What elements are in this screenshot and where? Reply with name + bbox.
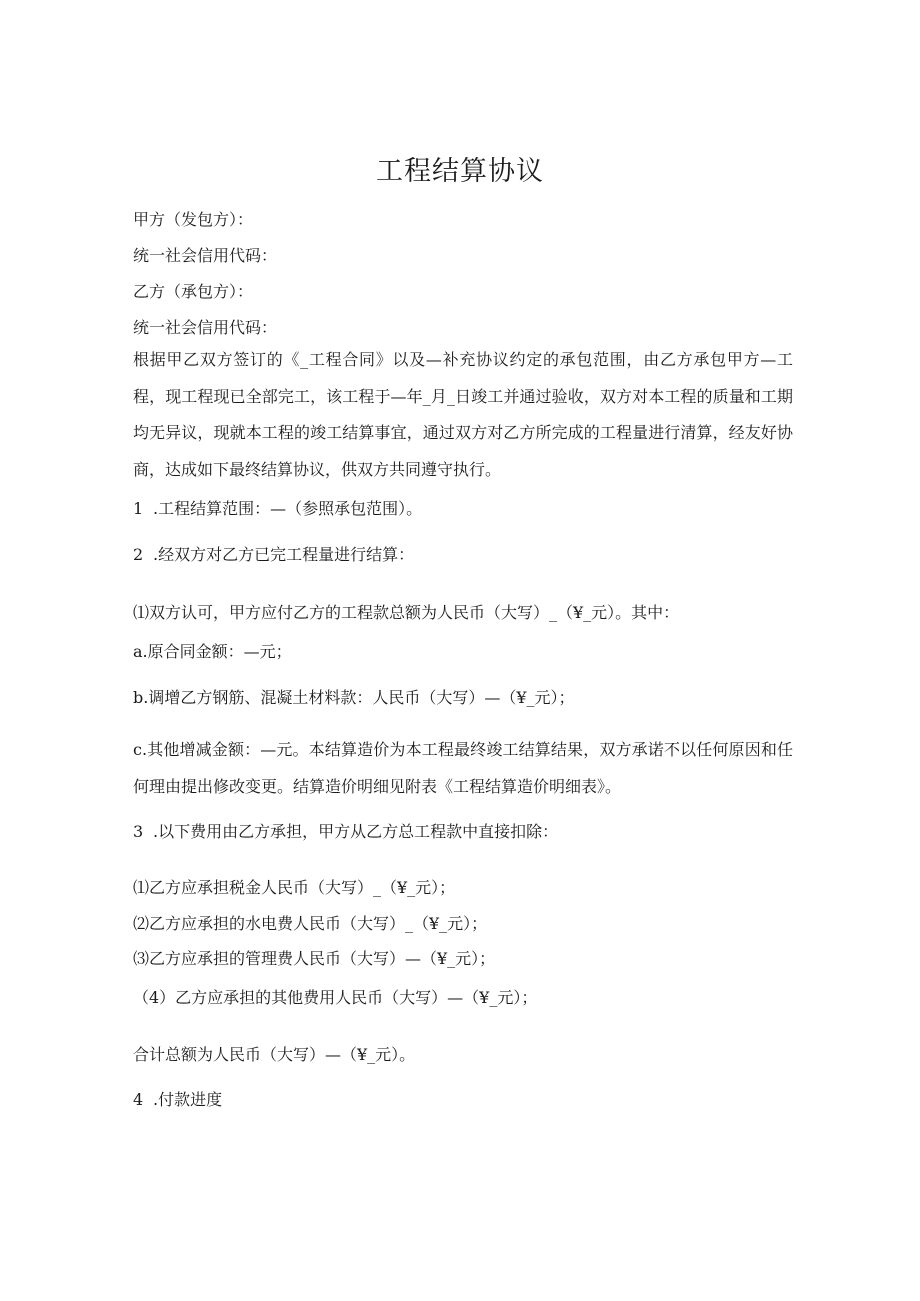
party-a-credit-code-label: 统一社会信用代码： <box>133 246 278 265</box>
section-2-item-c: c.其他增减金额：—元。本结算造价为本工程最终竣工结算结果，双方承诺不以任何原因和任何理由提出修改变更。结算造价明细见附表《工程结算造价明细表》。 <box>133 740 793 796</box>
section-1 <box>133 497 793 521</box>
party-b-credit-code-label: 统一社会信用代码： <box>133 318 278 337</box>
section-4 <box>133 1088 793 1112</box>
section-2-item-a: a.原合同金额：—元； <box>133 642 292 661</box>
document-title: 工程结算协议 <box>376 156 544 187</box>
section-2-item-1: ⑴双方认可，甲方应付乙方的工程款总额为人民币（大写）_（¥_元）。其中： <box>133 603 680 622</box>
section-4-text: .付款进度 <box>153 1090 223 1109</box>
section-1-number: 1 <box>133 499 144 518</box>
section-3-item-1: ⑴乙方应承担税金人民币（大写）_（¥_元）； <box>133 878 456 897</box>
section-2-number: 2 <box>133 545 144 564</box>
section-3-item-2: ⑵乙方应承担的水电费人民币（大写）_（¥_元）； <box>133 914 488 933</box>
section-4-number: 4 <box>133 1090 144 1109</box>
section-3-item-3: ⑶乙方应承担的管理费人民币（大写）—（¥_元）； <box>133 949 496 968</box>
total-amount: 合计总额为人民币（大写）—（¥_元）。 <box>133 1045 416 1064</box>
section-2-text: .经双方对乙方已完工程量进行结算： <box>153 545 415 564</box>
party-b-label: 乙方（承包方）： <box>133 282 254 301</box>
intro-paragraph: 根据甲乙双方签订的《_工程合同》以及—补充协议约定的承包范围，由乙方承包甲方—工程，现工程现已全部完工，该工程于—年_月_日竣工并通过验收，双方对本工程的质量和工期均无异议，现就本工程的竣工结算事宜，通过双方对乙方所完成的工程量进行清算，经友好协商，达成如下最终结算协议，供双方共同遵守执行。 <box>133 350 793 479</box>
section-2-item-b: b.调增乙方钢筋、混凝土材料款：人民币（大写）—（¥_元）； <box>133 688 575 707</box>
section-3-text: .以下费用由乙方承担，甲方从乙方总工程款中直接扣除： <box>153 822 559 841</box>
section-3-item-4: （4）乙方应承担的其他费用人民币（大写）—（¥_元）； <box>133 988 538 1007</box>
section-1-text: .工程结算范围：—（参照承包范围）。 <box>153 499 423 518</box>
party-a-label: 甲方（发包方）： <box>133 210 254 229</box>
section-3 <box>133 820 793 844</box>
section-3-number: 3 <box>133 822 144 841</box>
section-2 <box>133 543 793 567</box>
